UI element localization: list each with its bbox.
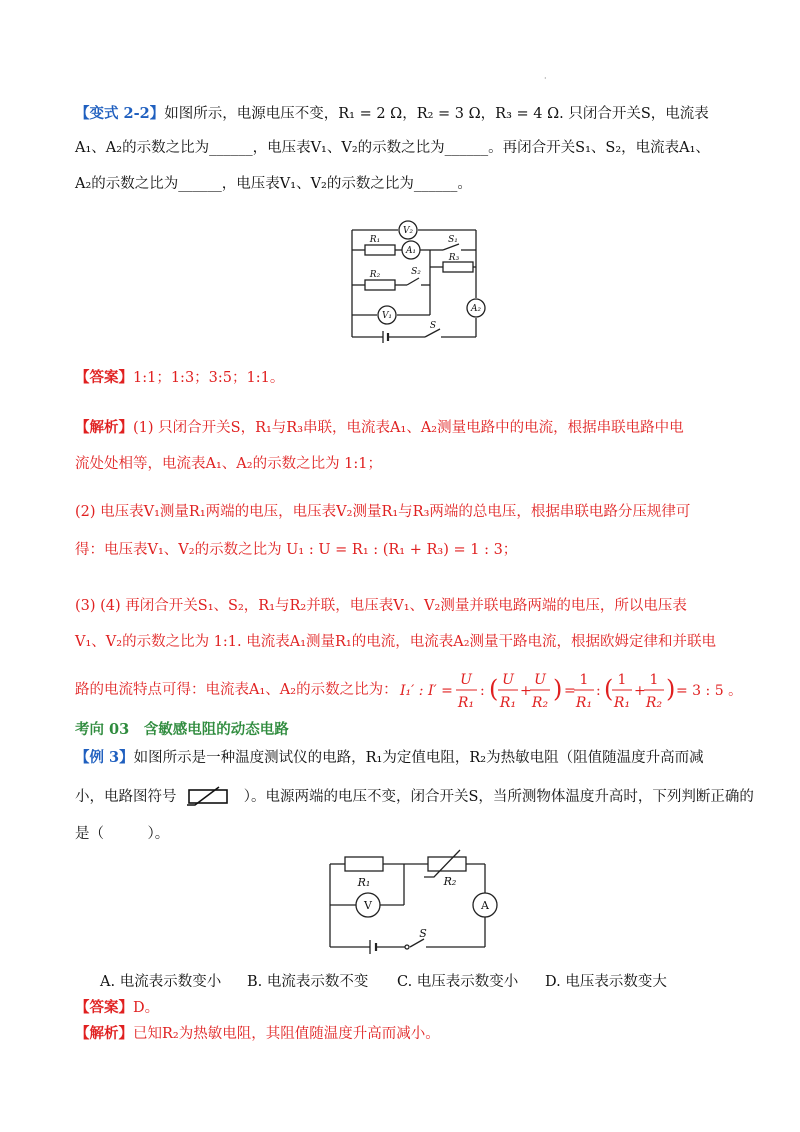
example-text-1: 如图所示是一种温度测试仪的电路，R₁为定值电阻，R₂为热敏电阻（阻值随温度升高而减 bbox=[133, 750, 704, 766]
circuit-figure-2 bbox=[320, 845, 510, 960]
example-line-3: 是（ ）。 bbox=[75, 826, 170, 842]
analysis-1-p1-line1 bbox=[75, 418, 725, 438]
corner-mark: · bbox=[544, 74, 547, 83]
formula-colon-1: : bbox=[480, 683, 485, 699]
formula-r1-4: R₁ bbox=[613, 695, 631, 711]
fig2-r1-label: R₁ bbox=[357, 876, 371, 889]
analysis-1-p3-line3: 路的电流特点可得：电流表A₁、A₂的示数之比为： bbox=[75, 682, 398, 698]
example-line-1 bbox=[75, 748, 725, 768]
variant-line-3: A₂的示数之比为______，电压表V₁、V₂的示数之比为______。 bbox=[75, 176, 472, 192]
formula-one-3: 1 bbox=[649, 672, 659, 688]
variant-tag: 【变式 2-2】 bbox=[75, 105, 165, 122]
analysis-2-tag: 【解析】 bbox=[75, 1025, 133, 1042]
section-title: 考向 03 含敏感电阻的动态电路 bbox=[75, 721, 289, 738]
formula-u-1: U bbox=[460, 672, 472, 688]
option-c[interactable]: C. 电压表示数变小 bbox=[397, 974, 519, 990]
analysis-2-text: 已知R₂为热敏电阻，其阻值随温度升高而减小。 bbox=[133, 1026, 440, 1042]
analysis-1-p3-line2: V₁、V₂的示数之比为 1:1. 电流表A₁测量R₁的电流，电流表A₂测量干路电流，根据欧姆定律和并联电 bbox=[75, 634, 717, 650]
fig1-a1-label: A₁ bbox=[405, 246, 417, 256]
fig1-r1-label: R₁ bbox=[369, 235, 381, 245]
fig1-s-label: S bbox=[429, 321, 437, 331]
formula-u-2: U bbox=[502, 672, 514, 688]
formula-one-1: 1 bbox=[579, 672, 589, 688]
option-a[interactable]: A. 电流表示数变小 bbox=[100, 974, 222, 990]
fig1-r3-label: R₃ bbox=[448, 253, 460, 263]
answer-2 bbox=[75, 998, 725, 1018]
fig1-s2-label: S₂ bbox=[411, 267, 421, 277]
answer-1 bbox=[75, 368, 725, 388]
analysis-1-p2-line1: (2) 电压表V₁测量R₁两端的电压，电压表V₂测量R₁与R₃两端的总电压，根据串联电路分压规律可 bbox=[75, 504, 691, 520]
formula-paren-open-1: ( bbox=[489, 675, 499, 703]
fig1-r2-label: R₂ bbox=[369, 270, 381, 280]
analysis-2 bbox=[75, 1024, 725, 1044]
ratio-formula bbox=[400, 664, 743, 714]
formula-paren-close-1: ) bbox=[553, 675, 563, 703]
fig2-v-label: V bbox=[364, 899, 372, 912]
thermistor-symbol-icon bbox=[185, 786, 235, 808]
formula-plus-1: + bbox=[520, 683, 532, 699]
formula-u-3: U bbox=[534, 672, 546, 688]
formula-rhs: = 3 : 5 。 bbox=[676, 683, 743, 699]
analysis-1-p2-line2: 得：电压表V₁、V₂的示数之比为 U₁ : U = R₁ : (R₁ + R₃) = 1 : 3； bbox=[75, 542, 518, 558]
formula-colon-2: : bbox=[596, 683, 601, 699]
answer-2-tag: 【答案】 bbox=[75, 999, 133, 1016]
fig2-r2-label: R₂ bbox=[443, 875, 457, 888]
option-d[interactable]: D. 电压表示数变大 bbox=[545, 974, 667, 990]
option-b[interactable]: B. 电流表示数不变 bbox=[247, 974, 369, 990]
fig1-v1-label: V₁ bbox=[381, 311, 393, 321]
example-text-2b: ）。电源两端的电压不变，闭合开关S，当所测物体温度升高时，下列判断正确的 bbox=[243, 789, 754, 805]
formula-r1-1: R₁ bbox=[457, 695, 475, 711]
example-text-2a: 小，电路图符号 bbox=[75, 789, 177, 805]
answer-1-tag: 【答案】 bbox=[75, 369, 133, 386]
answer-1-text: 1:1；1:3；3:5；1:1。 bbox=[133, 370, 285, 386]
formula-eq-1: = bbox=[564, 683, 576, 699]
fig2-s-label: S bbox=[419, 927, 427, 940]
formula-r1-3: R₁ bbox=[575, 695, 593, 711]
answer-2-text: D。 bbox=[133, 1000, 160, 1016]
formula-r1-2: R₁ bbox=[499, 695, 517, 711]
example-line-2 bbox=[75, 786, 754, 808]
analysis-1-p3-line1: (3) (4) 再闭合开关S₁、S₂，R₁与R₂并联，电压表V₁、V₂测量并联电路两端的电压，所以电压表 bbox=[75, 598, 687, 614]
fig1-v2-label: V₂ bbox=[402, 226, 414, 236]
formula-one-2: 1 bbox=[617, 672, 627, 688]
analysis-1-tag: 【解析】 bbox=[75, 419, 133, 436]
variant-line-2: A₁、A₂的示数之比为______，电压表V₁、V₂的示数之比为______。再闭合开关S₁、S₂，电流表A₁、 bbox=[75, 140, 710, 156]
formula-paren-close-2: ) bbox=[666, 675, 676, 703]
analysis-1-p1-line2: 流处处相等，电流表A₁、A₂的示数之比为 1:1； bbox=[75, 456, 383, 472]
variant-line-1 bbox=[75, 104, 725, 124]
formula-lhs: I₁′ : I′ = bbox=[400, 683, 453, 699]
fig1-a2-label: A₂ bbox=[470, 304, 482, 314]
fig1-s1-label: S₁ bbox=[448, 235, 458, 245]
formula-paren-open-2: ( bbox=[604, 675, 614, 703]
formula-r2-2: R₂ bbox=[645, 695, 663, 711]
example-tag: 【例 3】 bbox=[75, 749, 134, 766]
fig2-a-label: A bbox=[481, 899, 489, 912]
formula-r2-1: R₂ bbox=[531, 695, 549, 711]
variant-text-1: 如图所示，电源电压不变，R₁ = 2 Ω，R₂ = 3 Ω，R₃ = 4 Ω. 只闭合开关S，电流表 bbox=[164, 106, 709, 122]
formula-plus-2: + bbox=[634, 683, 646, 699]
analysis-1-p1-text: (1) 只闭合开关S，R₁与R₃串联，电流表A₁、A₂测量电路中的电流，根据串联电路中电 bbox=[133, 420, 684, 436]
circuit-figure-1 bbox=[345, 210, 485, 350]
